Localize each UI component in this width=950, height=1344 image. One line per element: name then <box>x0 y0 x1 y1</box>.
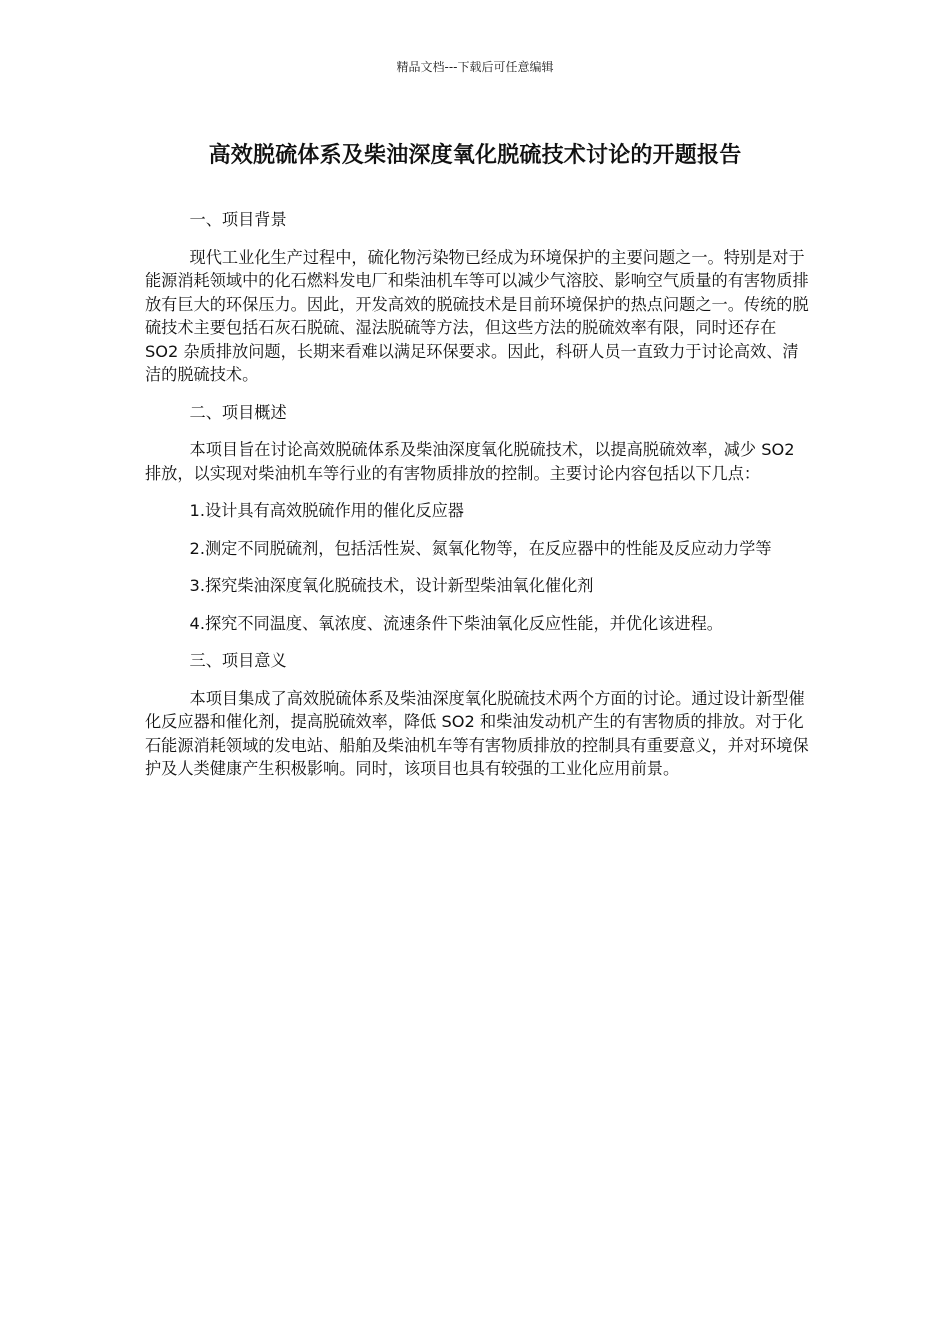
list-item: 1.设计具有高效脱硫作用的催化反应器 <box>189 501 464 520</box>
section-heading-overview: 二、项目概述 <box>189 402 287 422</box>
section-heading-background: 一、项目背景 <box>189 210 287 229</box>
section-heading-significance: 三、项目意义 <box>189 651 287 670</box>
header-note: 精品文档---下载后可任意编辑 <box>396 60 554 74</box>
paragraph-significance: 本项目集成了高效脱硫体系及柴油深度氧化脱硫技术两个方面的讨论。通过设计新型催化反应器和催化剂，提高脱硫效率，降低 SO2 和柴油发动机产生的有害物质的排放。对于化石能源消耗领域的发电站、船舶及柴油机车等有害物质排放的控制具有重要意义，并对环境保护及人类健康产生积极影响。同时，该项目也具有较强的工业化应用前景。 <box>145 688 809 778</box>
list-item: 3.探究柴油深度氧化脱硫技术，设计新型柴油氧化催化剂 <box>189 576 594 595</box>
paragraph-overview: 本项目旨在讨论高效脱硫体系及柴油深度氧化脱硫技术，以提高脱硫效率，减少 SO2 排放，以实现对柴油机车等行业的有害物质排放的控制。主要讨论内容包括以下几点： <box>145 440 795 483</box>
paragraph-background: 现代工业化生产过程中，硫化物污染物已经成为环境保护的主要问题之一。特别是对于能源消耗领域中的化石燃料发电厂和柴油机车等可以减少气溶胶、影响空气质量的有害物质排放有巨大的环保压力。因此，开发高效的脱硫技术是目前环境保护的热点问题之一。传统的脱硫技术主要包括石灰石脱硫、湿法脱硫等方法，但这些方法的脱硫效率有限，同时还存在 SO2 杂质排放问题，长期来看难以满足环保要求。因此，科研人员一直致力于讨论高效、清洁的脱硫技术。 <box>145 247 809 384</box>
document-title: 高效脱硫体系及柴油深度氧化脱硫技术讨论的开题报告 <box>208 143 742 168</box>
list-item: 4.探究不同温度、氧浓度、流速条件下柴油氧化反应性能，并优化该进程。 <box>189 613 723 633</box>
list-item: 2.测定不同脱硫剂，包括活性炭、氮氧化物等，在反应器中的性能及反应动力学等 <box>189 538 772 558</box>
document-body <box>145 208 809 795</box>
